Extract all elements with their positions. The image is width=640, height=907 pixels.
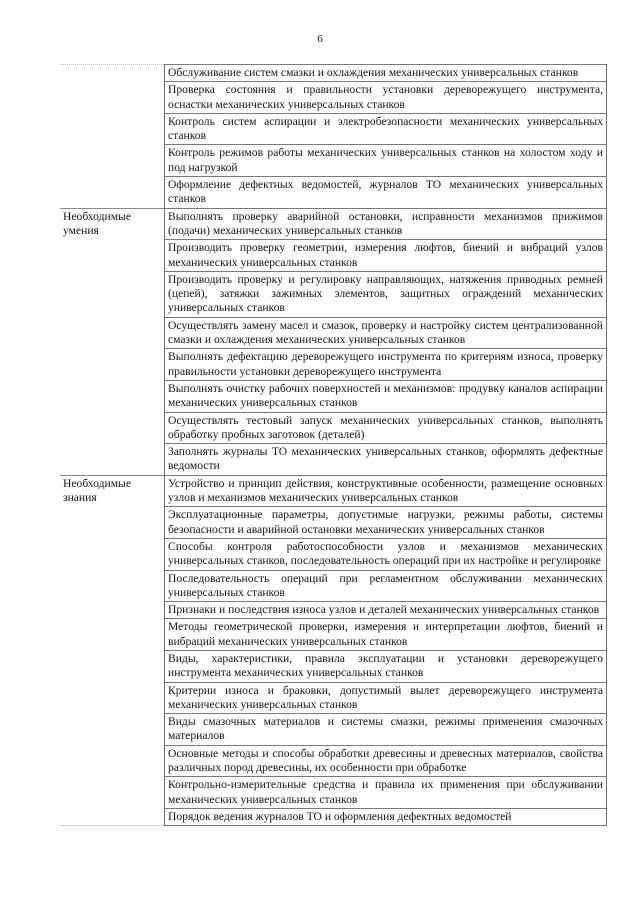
section-label-cell [60,507,165,539]
section-label: Необходимые умения [63,209,131,237]
requirement-item: Порядок ведения журналов ТО и оформления дефектных ведомостей [165,808,607,825]
table-row [60,82,607,114]
table-row [60,145,607,177]
section-label-cell [60,271,165,317]
requirement-item: Контроль систем аспирации и электробезопасности механических универсальных станков [165,113,607,145]
requirement-item: Контроль режимов работы механических универсальных станков на холостом ходу и под нагрузкой [165,145,607,177]
requirements-table-body [60,65,607,826]
requirement-item: Выполнять проверку аварийной остановки, исправности механизмов прижимов (подачи) механических универсальных станков [165,208,607,240]
section-label-cell [60,682,165,714]
requirements-table [60,64,607,826]
table-row [60,745,607,777]
table-row [60,619,607,651]
table-row [60,777,607,809]
table-row [60,570,607,602]
requirement-item: Методы геометрической проверки, измерения и интерпретации люфтов, биений и вибраций механических универсальных станков [165,619,607,651]
table-row [60,714,607,746]
table-row [60,271,607,317]
requirement-item: Критерии износа и браковки, допустимый вылет дереворежущего инструмента механических универсальных станков [165,682,607,714]
requirement-item: Устройство и принцип действия, конструктивные особенности, размещение основных узлов и механизмов механических универсальных станков [165,475,607,507]
requirement-item: Контрольно-измерительные средства и правила их применения при обслуживании механических универсальных станков [165,777,607,809]
section-label-cell [60,380,165,412]
requirement-item: Производить проверку и регулировку направляющих, натяжения приводных ремней (цепей), затяжки зажимных элементов, защитных ограждений механических универсальных станков [165,271,607,317]
requirement-item: Выполнять дефектацию дереворежущего инструмента по критериям износа, проверку правильности установки дереворежущего инструмента [165,349,607,381]
section-label-cell [60,619,165,651]
requirement-item: Способы контроля работоспособности узлов и механизмов механических универсальных станков, последовательность операций при их настройке и регулировке [165,538,607,570]
table-row [60,538,607,570]
table-row [60,65,607,82]
section-label-cell [60,177,165,209]
requirement-item: Оформление дефектных ведомостей, журналов ТО механических универсальных станков [165,177,607,209]
page-number: 6 [317,33,323,45]
section-label-cell [60,777,165,809]
section-label-cell [60,208,165,240]
requirement-item: Основные методы и способы обработки древесины и древесных материалов, свойства различных пород древесины, их особенности при обработке [165,745,607,777]
requirement-item: Виды, характеристики, правила эксплуатации и установки дереворежущего инструмента механических универсальных станков [165,650,607,682]
table-row [60,412,607,444]
table-row [60,682,607,714]
requirement-item: Выполнять очистку рабочих поверхностей и механизмов: продувку каналов аспирации механических универсальных станков [165,380,607,412]
requirement-item: Признаки и последствия износа узлов и деталей механических универсальных станков [165,602,607,619]
requirement-item: Осуществлять замену масел и смазок, проверку и настройку систем централизованной смазки и охлаждения механических универсальных станков [165,317,607,349]
table-row [60,475,607,507]
section-label-cell [60,240,165,272]
table-row [60,177,607,209]
requirement-item: Обслуживание систем смазки и охлаждения механических универсальных станков [165,65,607,82]
requirement-item: Производить проверку геометрии, измерения люфтов, биений и вибраций узлов механических универсальных станков [165,240,607,272]
section-label-cell [60,412,165,444]
requirement-item: Виды смазочных материалов и системы смазки, режимы применения смазочных материалов [165,714,607,746]
table-row [60,208,607,240]
section-label-cell [60,444,165,476]
section-label-cell [60,475,165,507]
section-label-cell [60,714,165,746]
section-label-cell [60,349,165,381]
section-label-cell [60,602,165,619]
table-row [60,380,607,412]
section-label-cell [60,650,165,682]
table-row [60,650,607,682]
section-label: Необходимые знания [63,476,131,505]
section-label-cell [60,82,165,114]
table-row [60,602,607,619]
section-label-cell [60,113,165,145]
table-row [60,507,607,539]
table-row [60,444,607,476]
section-label-cell [60,317,165,349]
section-label-cell [60,745,165,777]
section-label-cell [60,65,165,82]
table-row [60,349,607,381]
requirement-item: Последовательность операций при регламентном обслуживании механических универсальных станков [165,570,607,602]
requirement-item: Проверка состояния и правильности установки дереворежущего инструмента, оснастки механических универсальных станков [165,82,607,114]
table-row [60,808,607,825]
requirement-item: Осуществлять тестовый запуск механических универсальных станков, выполнять обработку пробных заготовок (деталей) [165,412,607,444]
requirement-item: Эксплуатационные параметры, допустимые нагрузки, режимы работы, системы безопасности и аварийной остановки механических универсальных станков [165,507,607,539]
requirement-item: Заполнять журналы ТО механических универсальных станков, оформлять дефектные ведомости [165,444,607,476]
section-label-cell [60,808,165,825]
section-label-cell [60,145,165,177]
section-label-cell [60,538,165,570]
table-row [60,240,607,272]
table-row [60,113,607,145]
section-label-cell [60,570,165,602]
table-row [60,317,607,349]
